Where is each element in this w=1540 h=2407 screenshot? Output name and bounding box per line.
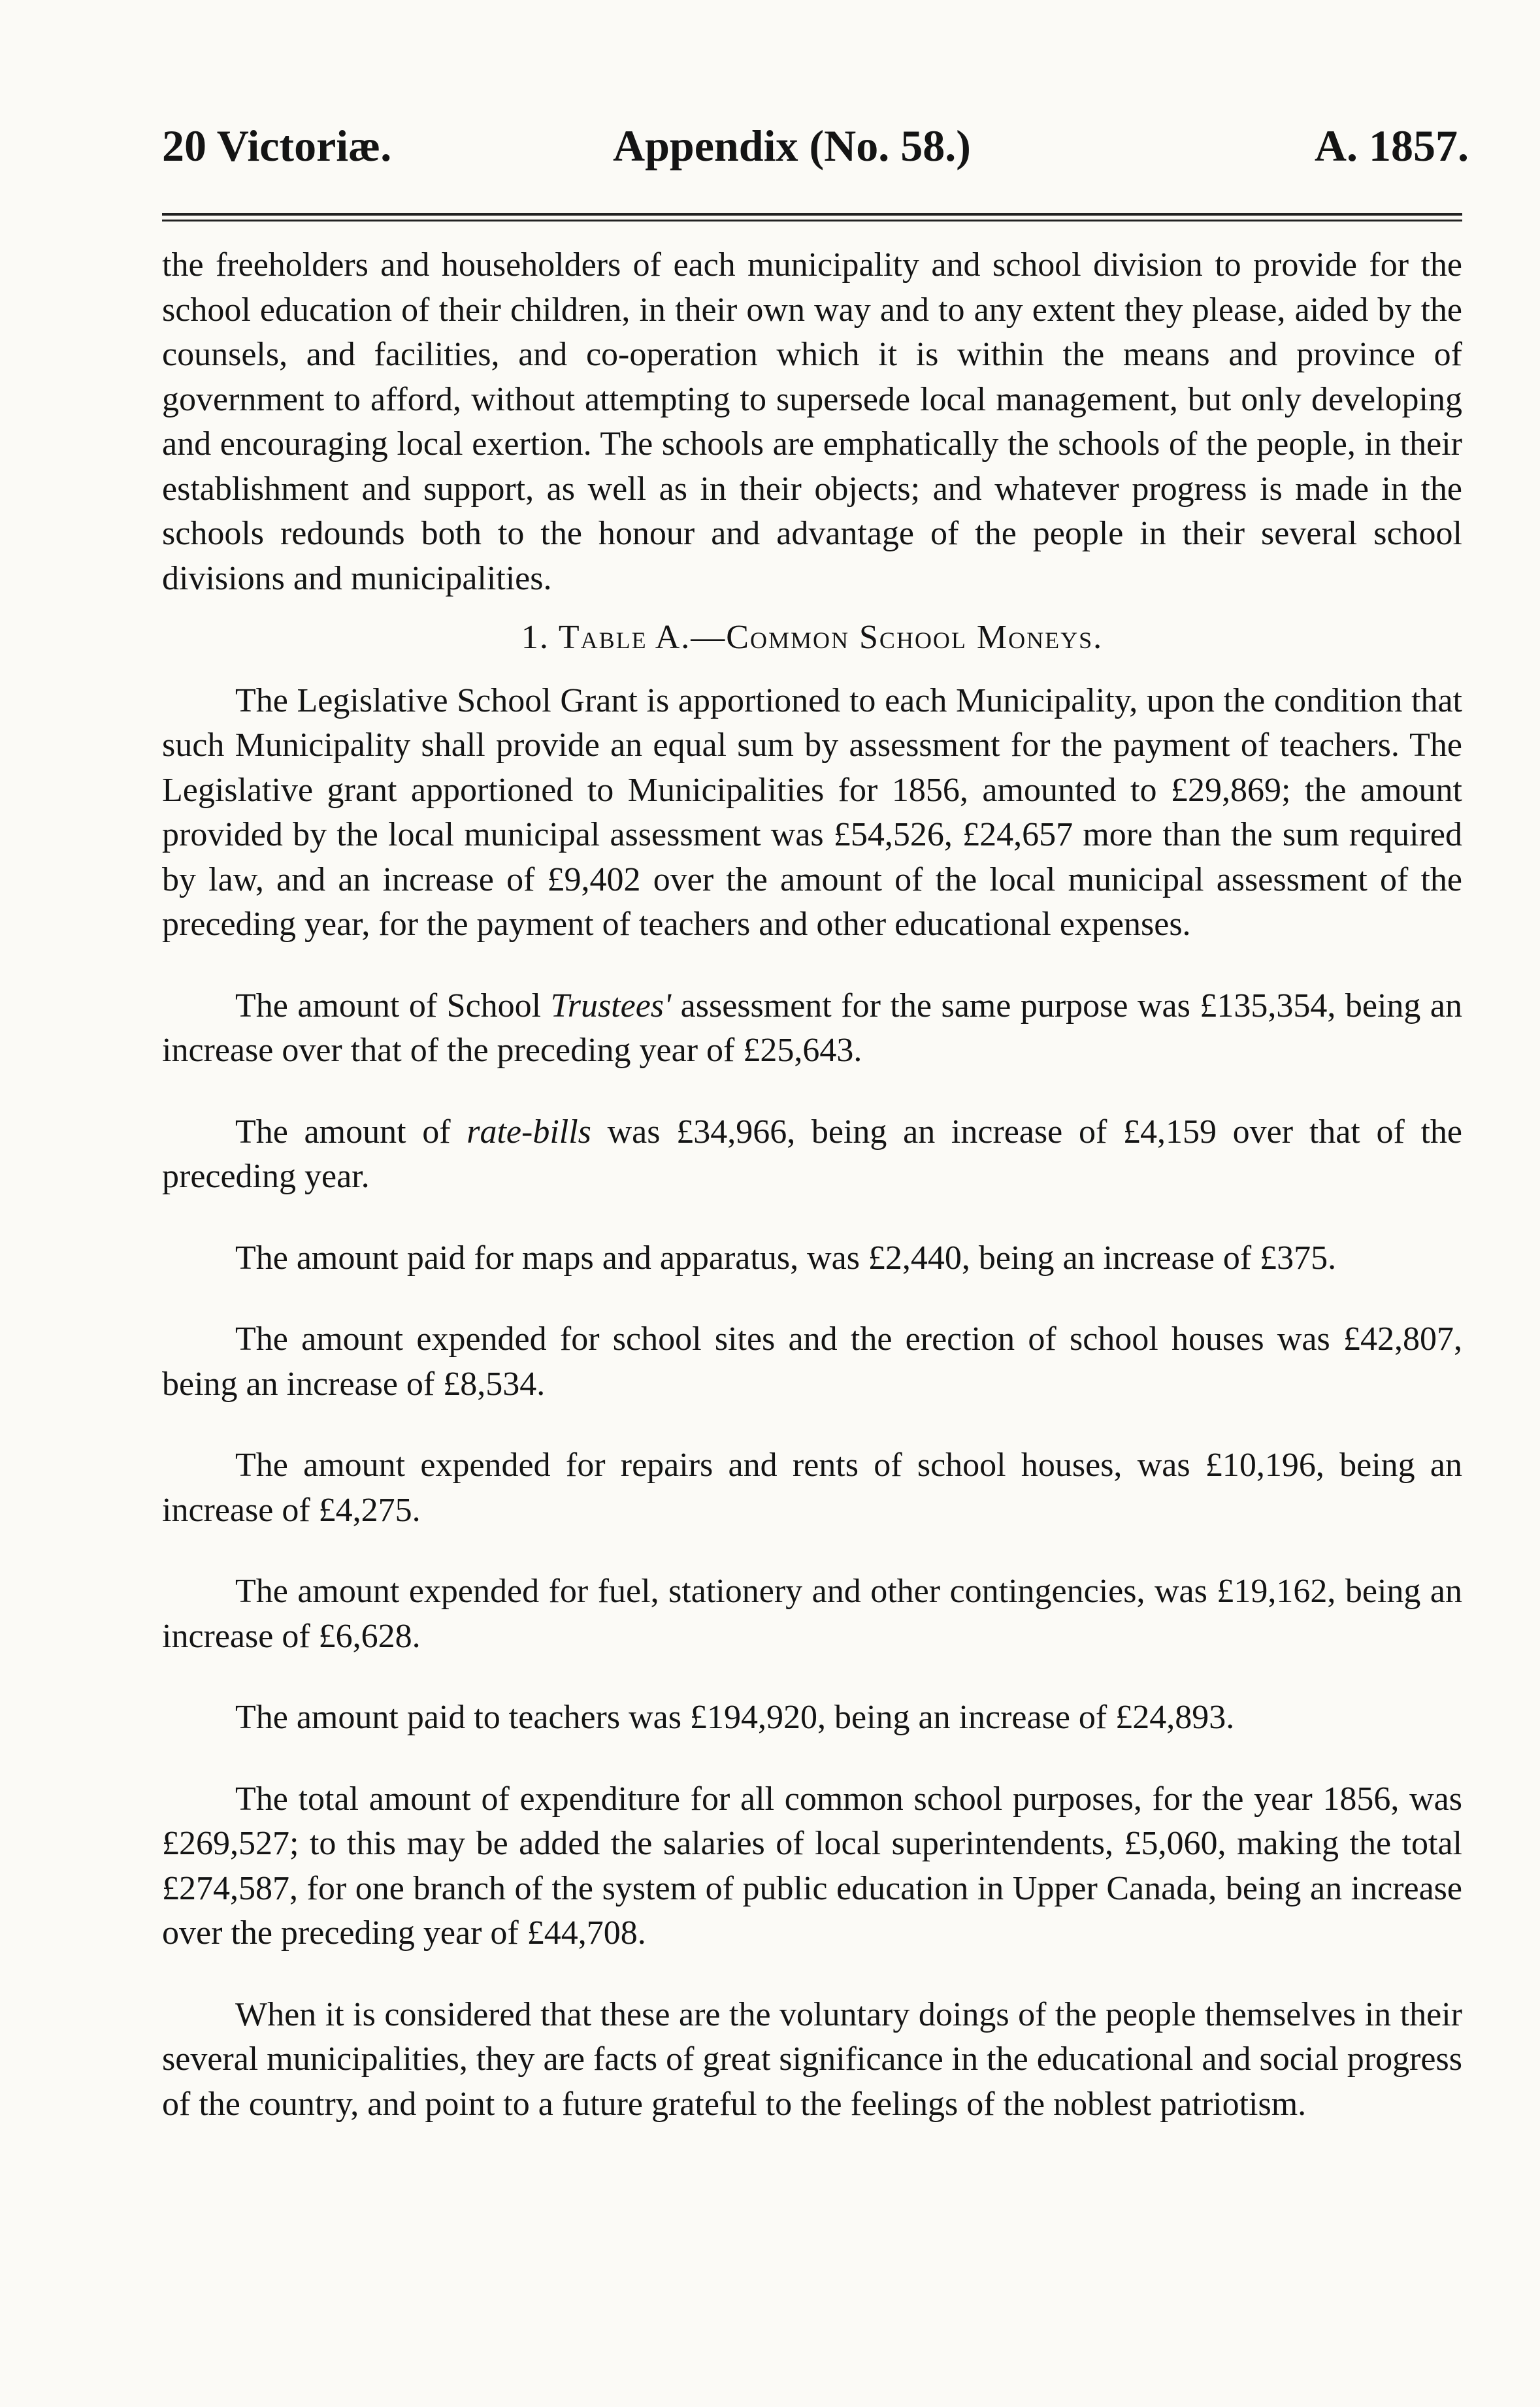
paragraph-trustees-assessment [162, 984, 1462, 1073]
page-header [162, 116, 1469, 175]
paragraph-repairs-rents: The amount expended for repairs and rents of school houses, was £10,196, being an increase of £4,275. [162, 1447, 1462, 1529]
paragraph-legislative-grant: The Legislative School Grant is apportioned to each Municipality, upon the condition that such Municipality shall provide an equal sum by assessment for the payment of teachers. The Legislative grant apportioned to Municipalities for 1856, amounted to £29,869; the amount provided by the local municipal assessment was £54,526, £24,657 more than the sum required by law, and an increase of £9,402 over the amount of the local municipal assessment of the preceding year, for the payment of teachers and other educational expenses. [162, 681, 1462, 943]
header-year: A. 1857. [1314, 121, 1469, 171]
paragraph-conclusion: When it is considered that these are the voluntary doings of the people themselves in their several municipalities, they are facts of great significance in the educational and social progress of the country, and point to a future grateful to the feelings of the noblest patriotism. [162, 1995, 1462, 2123]
paragraph-freeholders: the freeholders and householders of each municipality and school division to provide for the school education of their children, in their own way and to any extent they please, aided by the counsels, and facilities, and co-operation which it is within the means and province of government to afford, without attempting to supersede local management, but only developing and encouraging local exertion. The schools are emphatically the schools of the people, in their establishment and support, as well as in their objects; and whatever progress is made in the schools redounds both to the honour and advantage of the people in their several school divisions and municipalities. [162, 246, 1462, 597]
trustees-text-before: The amount of School [235, 987, 551, 1024]
header-appendix: Appendix (No. 58.) [613, 121, 971, 171]
trustees-italic: Trustees' [550, 987, 672, 1024]
paragraph-rate-bills [162, 1110, 1462, 1200]
paragraph-teachers-paid: The amount paid to teachers was £194,920, being an increase of £24,893. [235, 1699, 1235, 1736]
paragraph-school-sites: The amount expended for school sites and the erection of school houses was £42,807, being an increase of £8,534. [162, 1320, 1462, 1403]
header-session: 20 Victoriæ. [162, 121, 392, 171]
paragraph-maps-apparatus: The amount paid for maps and apparatus, was £2,440, being an increase of £375. [235, 1239, 1337, 1277]
header-rule [162, 213, 1462, 221]
section-title: 1. Table A.—Common School Moneys. [521, 619, 1104, 656]
ratebills-italic: rate-bills [467, 1113, 591, 1151]
ratebills-text-before: The amount of [235, 1113, 467, 1151]
trustees-text-after: assessment for the same purpose was £135,354, being an increase over that of the preceding year of £25,643. [162, 987, 1462, 1069]
paragraph-fuel-stationery: The amount expended for fuel, stationery and other contingencies, was £19,162, being an increase of £6,628. [162, 1573, 1462, 1655]
paragraph-total-expenditure: The total amount of expenditure for all common school purposes, for the year 1856, was £269,527; to this may be added the salaries of local superintendents, £5,060, making the total £274,587, for one branch of the system of public education in Upper Canada, being an increase over the preceding year of £44,708. [162, 1780, 1462, 1952]
body-text [162, 243, 1462, 2127]
ratebills-text-after: was £34,966, being an increase of £4,159 over that of the preceding year. [162, 1113, 1462, 1195]
